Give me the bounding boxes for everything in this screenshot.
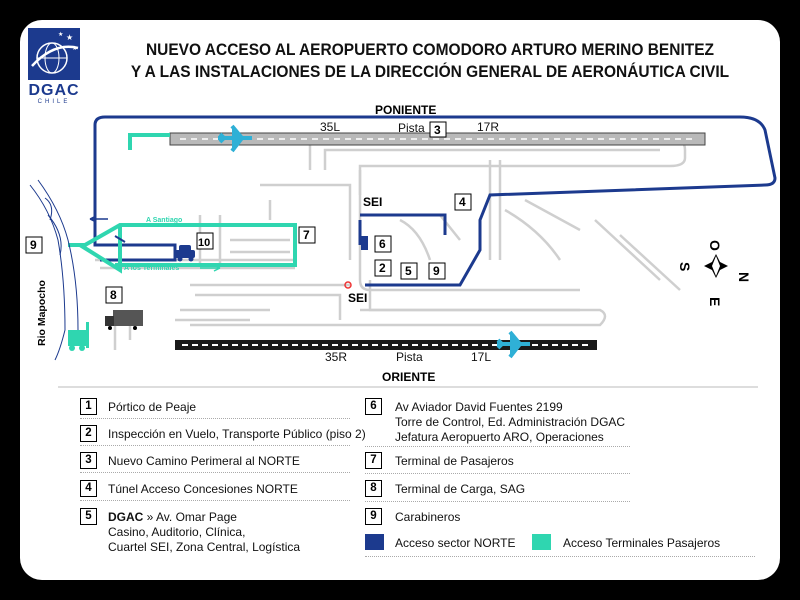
- marker-5: 5: [405, 264, 412, 278]
- marker-2: 2: [379, 261, 386, 275]
- legend-num-3: 3: [80, 452, 97, 469]
- runway-bottom-right: 17L: [471, 350, 492, 364]
- a-santiago-label: A Santiago: [146, 217, 183, 224]
- legend-num-6: 6: [365, 398, 382, 415]
- title-line-1: NUEVO ACCESO AL AEROPUERTO COMODORO ARTURO MERINO BENITEZ: [145, 41, 715, 60]
- sector-north-box: [361, 236, 368, 250]
- runway-top-left: 35L: [320, 120, 341, 134]
- marker-10: 10: [198, 237, 211, 249]
- legend-text-7: Terminal de Pasajeros: [395, 454, 514, 468]
- marker-9-right: 9: [433, 264, 440, 278]
- legend-num-2: 2: [80, 425, 97, 442]
- legend-text-9: Carabineros: [395, 510, 461, 524]
- legend-num-7: 7: [365, 452, 382, 469]
- legend-num-5: 5: [80, 508, 97, 525]
- compass-e: E: [707, 297, 723, 307]
- sei-bottom-label: SEI: [348, 291, 368, 305]
- legend-acceso-terminales: Acceso Terminales Pasajeros: [563, 536, 721, 550]
- legend-text-3: Nuevo Camino Perimeral al NORTE: [108, 454, 300, 468]
- runway-bottom: [175, 340, 597, 350]
- legend-num-8: 8: [365, 480, 382, 497]
- legend-text-6: Av Aviador David Fuentes 2199 Torre de Control, Ed. Administración DGAC Jefatura Aeropuerto ARO, Operaciones: [395, 400, 626, 444]
- forklift-icon: [68, 322, 89, 351]
- marker-8: 8: [110, 288, 117, 302]
- poniente-label: PONIENTE: [375, 103, 437, 117]
- legend-num-9: 9: [365, 508, 382, 525]
- logo-subtext: CHILE: [37, 99, 71, 105]
- compass-o: O: [707, 240, 723, 251]
- marker-9-left: 9: [30, 238, 37, 252]
- svg-text:★: ★: [66, 33, 74, 42]
- legend-text-8: Terminal de Carga, SAG: [395, 482, 526, 496]
- legend-text-1: Pórtico de Peaje: [108, 400, 197, 414]
- marker-4: 4: [459, 195, 466, 209]
- marker-6: 6: [379, 237, 386, 251]
- legend-text-4: Túnel Acceso Concesiones NORTE: [108, 482, 298, 496]
- arrow-santiago-icon: [90, 216, 108, 222]
- logo-text: DGAC: [28, 82, 80, 99]
- legend-num-1: 1: [80, 398, 97, 415]
- title-line-2: Y A LAS INSTALACIONES DE LA DIRECCIÓN GENERAL DE AERONÁUTICA CIVIL: [130, 63, 730, 82]
- airplane-bottom-icon: [497, 332, 530, 357]
- runway-bottom-left: 35R: [325, 350, 348, 364]
- svg-text:★: ★: [72, 46, 78, 52]
- swatch-north: [365, 534, 384, 550]
- airplane-top-icon: [218, 126, 252, 151]
- rio-mapocho-label: Rio Mapocho: [36, 280, 48, 346]
- map-markers: [26, 194, 471, 303]
- truck-icon: [105, 310, 143, 330]
- a-terminales-label: A los Terminales: [124, 265, 180, 272]
- oriente-label: ORIENTE: [382, 370, 436, 384]
- legend-divider: [58, 386, 758, 388]
- legend-acceso-norte: Acceso sector NORTE: [395, 536, 516, 550]
- marker-3: 3: [434, 123, 441, 137]
- sei-top-label: SEI: [363, 195, 383, 209]
- legend-text-2: Inspección en Vuelo, Transporte Público (piso 2): [108, 427, 366, 441]
- runway-bottom-name: Pista: [396, 350, 423, 364]
- compass-icon: [704, 254, 728, 278]
- runway-top-right: 17R: [477, 120, 500, 134]
- compass-n: N: [736, 272, 752, 283]
- compass-s: S: [677, 262, 693, 272]
- map-card: [20, 20, 780, 580]
- svg-text:★: ★: [58, 32, 64, 38]
- runway-top-name: Pista: [398, 121, 425, 135]
- swatch-terminales: [532, 534, 551, 550]
- legend-num-4: 4: [80, 480, 97, 497]
- legend-text-5: DGAC » Av. Omar Page Casino, Auditorio, Clínica, Cuartel SEI, Zona Central, Logística: [108, 510, 301, 554]
- marker-7: 7: [303, 228, 310, 242]
